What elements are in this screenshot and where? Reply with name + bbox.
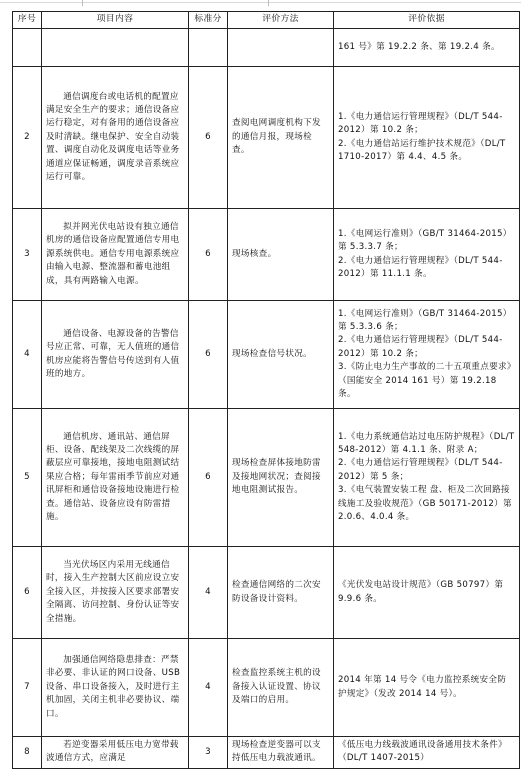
table-row: [13, 639, 520, 737]
basis-item: 1.《电网运行准则》（GB/T 31464-2015）第 5.3.3.7 条；: [338, 228, 512, 253]
row-basis: [334, 639, 520, 737]
row-method: 查阅电网调度机构下发的通信月报，现场检查。: [228, 67, 334, 209]
row-number: 3: [13, 209, 42, 301]
row-basis: [334, 67, 520, 209]
header-basis: 评价依据: [334, 12, 520, 29]
basis-item: 3.《防止电力生产事故的二十五项重点要求》（国能安全 2014 161 号）第 19.2.18 条。: [338, 362, 512, 400]
basis-item: 《低压电力线载波通讯设备通用技术条件》（DL/T 1407-2015）: [338, 740, 507, 764]
row-method: 现场检查信号状况。: [228, 301, 334, 409]
row-content: 当光伏场区内采用无线通信时，接入生产控制大区前应设立安全接入区，并按接入区要求部署安全隔离、访问控制、身份认证等安全措施。: [42, 547, 189, 639]
row-content: 拟并网光伏电站设有独立通信机房的通信设备应配置通信专用电源系统供电。通信专用电源系统应由输入电源、整流器和蓄电池组成，具有两路输入电源。: [42, 209, 189, 301]
row-score: 6: [189, 301, 228, 409]
table-row: [13, 209, 520, 301]
basis-item: 2.《电力通信运行管理规程》（DL/T 544-2012）第 11.1.1 条。: [338, 255, 503, 279]
row-basis: [334, 209, 520, 301]
table-header-row: [13, 12, 520, 29]
basis-item: 161 号》第 19.2.2 条、第 19.2.4 条。: [338, 41, 500, 52]
row-score: 4: [189, 547, 228, 639]
table-row: [13, 67, 520, 209]
row-basis: [334, 301, 520, 409]
row-content: 通信设备、电源设备的告警信号应正常、可靠，无人值班的通信机房应能将告警信号传送到有人值班的地方。: [42, 301, 189, 409]
page-margin-mark: [82, 0, 83, 6]
row-number: 2: [13, 67, 42, 209]
row-content: 通信调度台或电话机的配置应满足安全生产的要求；通信设备应运行稳定，对有备用的通信设备应及时清缺。继电保护、安全自动装置、调度自动化及调度电话等业务通道应保证畅通，调度录音系统应运行可靠。: [42, 67, 189, 209]
row-basis: [334, 547, 520, 639]
row-score: 6: [189, 409, 228, 547]
row-score: 4: [189, 639, 228, 737]
row-method: 检查监控系统主机的设备接入认证设置、协议及端口的启用。: [228, 639, 334, 737]
row-method: 现场检查屏体接地防雷及接地网状况；查阅接地电阻测试报告。: [228, 409, 334, 547]
row-content: 加强通信网络隐患排查：严禁非必要、非认证的网口设备、USB 设备、串口设备接入，及时进行主机加固，关闭主机非必要协议、端口。: [42, 639, 189, 737]
header-content: 项目内容: [42, 12, 189, 29]
row-number: 8: [13, 737, 42, 769]
row-basis: [334, 29, 520, 67]
basis-item: 《光伏发电站设计规范》（GB 50797）第 9.9.6 条。: [338, 580, 504, 604]
row-number: [13, 29, 42, 67]
header-score: 标准分: [189, 12, 228, 29]
basis-item: 2.《电力通信站运行维护技术规范》（DL/T 1710-2017）第 4.4、4.5 条。: [338, 138, 506, 162]
header-no: 序号: [13, 12, 42, 29]
basis-item: 2.《电力通信运行管理规程》（DL/T 544-2012）第 5 条；: [338, 458, 503, 482]
basis-item: 1.《电力通信运行管理规程》（DL/T 544-2012）第 10.2 条；: [338, 111, 503, 136]
row-score: 6: [189, 67, 228, 209]
basis-item: 1.《电网运行准则》（GB/T 31464-2015）第 5.3.3.6 条；: [338, 308, 512, 332]
table-row: [13, 547, 520, 639]
table-row: [13, 737, 520, 769]
row-method: [228, 29, 334, 67]
table-row: [13, 409, 520, 547]
basis-item: 2014 年第 14 号令《电力监控系统安全防护规定》（发改 2014 14 号）。: [338, 675, 507, 699]
basis-item: 1.《电力系统通信站过电压防护规程》（DL/T 548-2012）第 4.1.1 条、附录 A；: [338, 431, 515, 455]
table-body: [13, 29, 520, 769]
row-basis: [334, 737, 520, 769]
header-method: 评价方法: [228, 12, 334, 29]
row-method: 现场核查。: [228, 209, 334, 301]
row-content: 通信机房、通讯站、通信屏柜、设备、配线架及二次线缆的屏蔽层应可靠接地，接地电阻测试结果应合格；每年雷雨季节前应对通讯屏柜和通信设备接地设施进行检查。通信站、设备应设有防雷措施。: [42, 409, 189, 547]
row-score: [189, 29, 228, 67]
row-number: 7: [13, 639, 42, 737]
row-content: 若逆变器采用低压电力宽带载波通信方式，应满足: [42, 737, 189, 769]
row-method: 检查通信网络的二次安防设备设计资料。: [228, 547, 334, 639]
basis-item: 2.《电力通信运行管理规程》（DL/T 544-2012）第 10.2 条；: [338, 335, 503, 359]
row-number: 4: [13, 301, 42, 409]
table-row: [13, 301, 520, 409]
row-number: 5: [13, 409, 42, 547]
page-margin-mark: [268, 0, 269, 6]
row-content: [42, 29, 189, 67]
row-basis: [334, 409, 520, 547]
table-row: [13, 29, 520, 67]
row-number: 6: [13, 547, 42, 639]
row-score: 6: [189, 209, 228, 301]
row-method: 现场检查逆变器可以支持低压电力载波通讯。: [228, 737, 334, 769]
row-score: 3: [189, 737, 228, 769]
evaluation-table: [12, 11, 520, 769]
page-top-rule: [0, 2, 521, 3]
basis-item: 3.《电气装置安装工程 盘、柜及二次回路接线施工及验收规范》（GB 50171-2012）第 2.0.6、4.0.4 条。: [338, 485, 512, 523]
